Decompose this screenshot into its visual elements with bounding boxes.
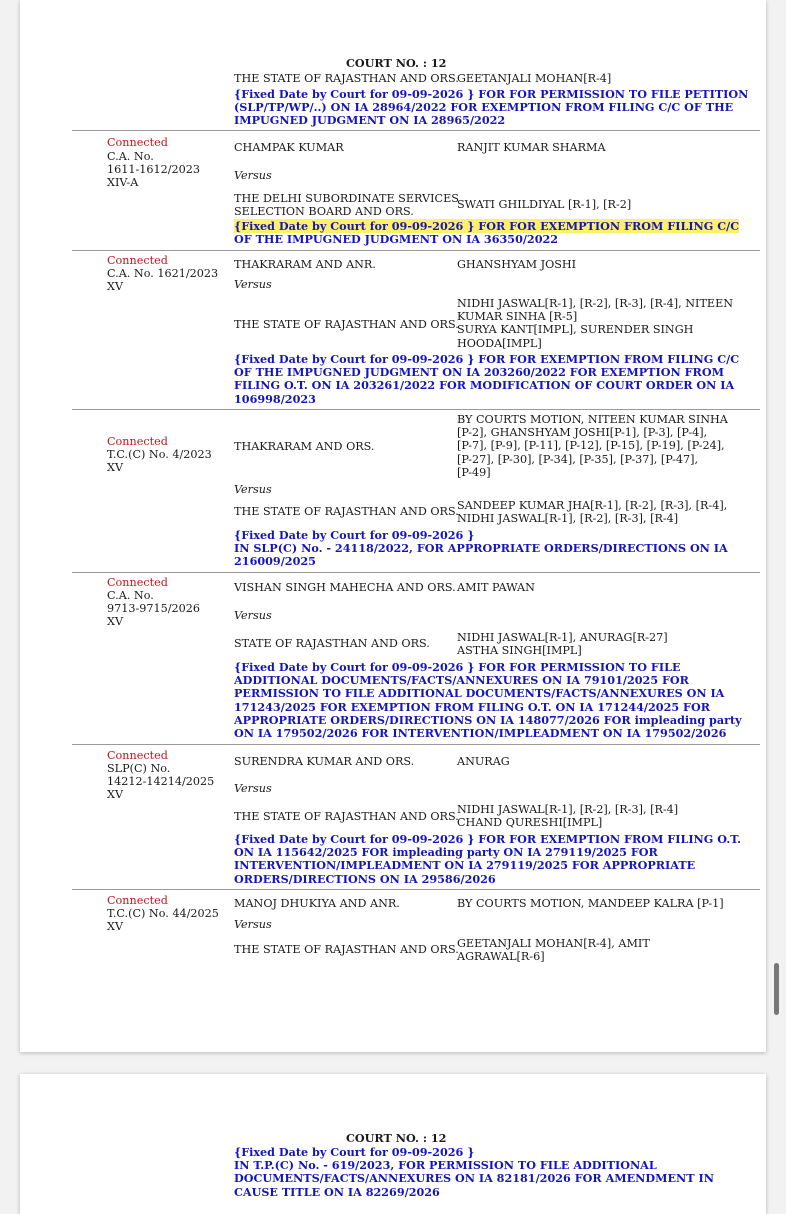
scrollbar-thumb[interactable] <box>774 963 779 1015</box>
remarks-line: {Fixed Date by Court for 09-09-2026 } <box>234 1145 475 1159</box>
advocate-line: SANDEEP KUMAR JHA[R-1], [R-2], [R-3], [R-4], <box>457 499 728 512</box>
remarks-block <box>234 529 728 569</box>
remarks-line: IN T.P.(C) No. - 619/2023, FOR PERMISSION TO FILE ADDITIONAL <box>234 1158 657 1173</box>
row-divider <box>72 889 760 890</box>
connected-label: Connected <box>107 894 168 907</box>
remarks-block <box>234 88 748 128</box>
petitioner-advocate: ANURAG <box>457 755 510 768</box>
petitioner-name: THAKRARAM AND ORS. <box>234 440 375 453</box>
advocate-line: NIDHI JASWAL[R-1], [R-2], [R-3], [R-4], NITEEN <box>457 297 734 310</box>
case-number-line: 1611-1612/2023 <box>107 163 200 177</box>
respondent-name: STATE OF RAJASTHAN AND ORS. <box>234 637 430 650</box>
remarks-line: 216009/2025 <box>234 554 316 569</box>
connected-label: Connected <box>107 749 168 762</box>
case-number-line: XIV-A <box>107 176 139 190</box>
respondent-advocate <box>457 937 650 963</box>
remarks-block <box>234 661 742 740</box>
advocate-line: [P-49] <box>457 465 491 479</box>
remarks-line: {Fixed Date by Court for 09-09-2026 } FOR FOR PERMISSION TO FILE PETITION <box>234 87 749 101</box>
remarks-line: APPROPRIATE ORDERS/DIRECTIONS ON IA 148077/2026 FOR impleading party <box>234 712 742 727</box>
connected-label: Connected <box>107 435 168 448</box>
versus-label: Versus <box>234 278 272 291</box>
advocate-line: HOODA[IMPL] <box>457 336 542 350</box>
remarks-line: {Fixed Date by Court for 09-09-2026 } FOR FOR EXEMPTION FROM FILING O.T. <box>234 832 741 846</box>
remarks-line: ADDITIONAL DOCUMENTS/FACTS/ANNEXURES ON IA 79101/2025 FOR <box>234 673 689 688</box>
remarks-line: ON IA 179502/2026 FOR INTERVENTION/IMPLEADMENT ON IA 179502/2026 <box>234 726 727 741</box>
advocate-line: SURYA KANT[IMPL], SURENDER SINGH <box>457 323 694 337</box>
advocate-line: CHAND QURESHI[IMPL] <box>457 816 603 830</box>
case-number-line: XV <box>107 280 124 294</box>
advocate-line: [P-27], [P-30], [P-34], [P-35], [P-37], [P-47], <box>457 452 699 466</box>
advocate-line: [P-2], GHANSHYAM JOSHI[P-1], [P-3], [P-4], <box>457 426 708 440</box>
remarks-line: IMPUGNED JUDGMENT ON IA 28965/2022 <box>234 113 506 128</box>
remarks-block <box>234 833 741 886</box>
advocate-line: [P-7], [P-9], [P-11], [P-12], [P-15], [P-19], [P-24], <box>457 439 725 453</box>
case-number <box>107 589 200 629</box>
respondent-advocate <box>457 631 668 657</box>
respondent-advocate <box>457 499 727 525</box>
case-number-line: C.A. No. 1621/2023 <box>107 267 219 280</box>
petitioner-name: THAKRARAM AND ANR. <box>234 258 376 271</box>
petitioner-name: VISHAN SINGH MAHECHA AND ORS. <box>234 581 456 594</box>
document-page-2 <box>20 1074 766 1214</box>
case-number-line: XV <box>107 920 124 934</box>
case-number-line: 14212-14214/2025 <box>107 775 215 789</box>
case-number-line: SLP(C) No. <box>107 762 171 775</box>
row-divider <box>72 250 760 251</box>
connected-label: Connected <box>107 576 168 589</box>
remarks-line: OF THE IMPUGNED JUDGMENT ON IA 203260/2022 FOR EXEMPTION FROM <box>234 365 724 380</box>
remarks-line: IN SLP(C) No. - 24118/2022, FOR APPROPRIATE ORDERS/DIRECTIONS ON IA <box>234 541 728 556</box>
petitioner-advocate: AMIT PAWAN <box>457 581 535 594</box>
advocate-line: ASTHA SINGH[IMPL] <box>457 644 582 658</box>
respondent-name: THE STATE OF RAJASTHAN AND ORS. <box>234 72 459 85</box>
case-number <box>107 762 214 802</box>
respondent-advocate: SWATI GHILDIYAL [R-1], [R-2] <box>457 198 632 211</box>
respondent-name: THE STATE OF RAJASTHAN AND ORS. <box>234 810 459 823</box>
respondent-name <box>234 192 459 218</box>
remarks-line: OF THE IMPUGNED JUDGMENT ON IA 36350/2022 <box>234 232 559 247</box>
remarks-line: CAUSE TITLE ON IA 82269/2026 <box>234 1184 440 1199</box>
versus-label: Versus <box>234 782 272 795</box>
remarks-line: 171243/2025 FOR EXEMPTION FROM FILING O.T. ON IA 171244/2025 FOR <box>234 699 711 714</box>
case-number <box>107 907 219 933</box>
case-number-line: 9713-9715/2026 <box>107 602 200 616</box>
case-number-line: C.A. No. <box>107 150 154 163</box>
versus-label: Versus <box>234 169 272 182</box>
remarks-block <box>234 220 739 246</box>
row-divider <box>72 744 760 745</box>
document-page-1 <box>20 0 766 1052</box>
advocate-line: BY COURTS MOTION, NITEEN KUMAR SINHA <box>457 413 728 426</box>
remarks-line: 106998/2023 <box>234 391 316 406</box>
remarks-line: DOCUMENTS/FACTS/ANNEXURES ON IA 82181/2026 FOR AMENDMENT IN <box>234 1171 714 1186</box>
highlighted-fixed-date: {Fixed Date by Court for 09-09-2026 } FOR FOR EXEMPTION FROM FILING C/C <box>234 219 740 233</box>
versus-label: Versus <box>234 918 272 931</box>
case-number <box>107 150 200 190</box>
remarks-line: {Fixed Date by Court for 09-09-2026 } <box>234 528 475 542</box>
remarks-line: ON IA 115642/2025 FOR impleading party ON IA 279119/2025 FOR <box>234 845 658 860</box>
remarks-line: (SLP/TP/WP/..) ON IA 28964/2022 FOR EXEMPTION FROM FILING C/C OF THE <box>234 100 734 115</box>
row-divider <box>72 572 760 573</box>
respondent-advocate <box>457 803 678 829</box>
case-number-line: XV <box>107 461 124 475</box>
connected-label: Connected <box>107 254 168 267</box>
remarks-block <box>234 353 739 406</box>
versus-label: Versus <box>234 483 272 496</box>
respondent-name: THE STATE OF RAJASTHAN AND ORS. <box>234 318 459 331</box>
remarks-line: FILING O.T. ON IA 203261/2022 FOR MODIFICATION OF COURT ORDER ON IA <box>234 378 735 393</box>
respondent-line: SELECTION BOARD AND ORS. <box>234 205 414 219</box>
petitioner-advocate: BY COURTS MOTION, MANDEEP KALRA [P-1] <box>457 897 724 910</box>
versus-label: Versus <box>234 609 272 622</box>
advocate-line: KUMAR SINHA [R-5] <box>457 310 578 324</box>
row-divider <box>72 130 760 131</box>
advocate-line: NIDHI JASWAL[R-1], [R-2], [R-3], [R-4] <box>457 512 679 526</box>
respondent-line: THE DELHI SUBORDINATE SERVICES <box>234 192 459 205</box>
case-number <box>107 267 218 293</box>
court-heading: COURT NO. : 12 <box>346 1131 447 1145</box>
petitioner-name: CHAMPAK KUMAR <box>234 141 344 154</box>
case-number-line: C.A. No. <box>107 589 154 602</box>
remarks-line: {Fixed Date by Court for 09-09-2026 } FOR FOR PERMISSION TO FILE <box>234 660 681 674</box>
remarks-line: ORDERS/DIRECTIONS ON IA 29586/2026 <box>234 871 496 886</box>
court-heading: COURT NO. : 12 <box>346 56 447 70</box>
case-number-line: XV <box>107 788 124 802</box>
advocate-line: GEETANJALI MOHAN[R-4], AMIT <box>457 937 650 950</box>
petitioner-name: SURENDRA KUMAR AND ORS. <box>234 755 415 768</box>
remarks-line: INTERVENTION/IMPLEADMENT ON IA 279119/2025 FOR APPROPRIATE <box>234 858 696 873</box>
respondent-name: THE STATE OF RAJASTHAN AND ORS. <box>234 505 459 518</box>
advocate-line: AGRAWAL[R-6] <box>457 950 545 964</box>
remarks-line: PERMISSION TO FILE ADDITIONAL DOCUMENTS/FACTS/ANNEXURES ON IA <box>234 686 725 701</box>
respondent-advocate: GEETANJALI MOHAN[R-4] <box>457 72 612 85</box>
connected-label: Connected <box>107 136 168 149</box>
case-number-line: XV <box>107 615 124 629</box>
petitioner-advocate: GHANSHYAM JOSHI <box>457 258 577 271</box>
row-divider <box>72 409 760 410</box>
advocate-line: NIDHI JASWAL[R-1], [R-2], [R-3], [R-4] <box>457 803 679 816</box>
remarks-line: {Fixed Date by Court for 09-09-2026 } FOR FOR EXEMPTION FROM FILING C/C <box>234 352 740 366</box>
petitioner-name: MANOJ DHUKIYA AND ANR. <box>234 897 400 910</box>
case-number-line: T.C.(C) No. 44/2025 <box>107 907 219 920</box>
advocate-line: NIDHI JASWAL[R-1], ANURAG[R-27] <box>457 631 668 644</box>
case-number <box>107 448 212 474</box>
petitioner-advocate <box>457 413 728 479</box>
case-number-line: T.C.(C) No. 4/2023 <box>107 448 212 461</box>
respondent-advocate <box>457 297 733 350</box>
remarks-block <box>234 1146 714 1199</box>
petitioner-advocate: RANJIT KUMAR SHARMA <box>457 141 606 154</box>
respondent-name: THE STATE OF RAJASTHAN AND ORS. <box>234 943 459 956</box>
